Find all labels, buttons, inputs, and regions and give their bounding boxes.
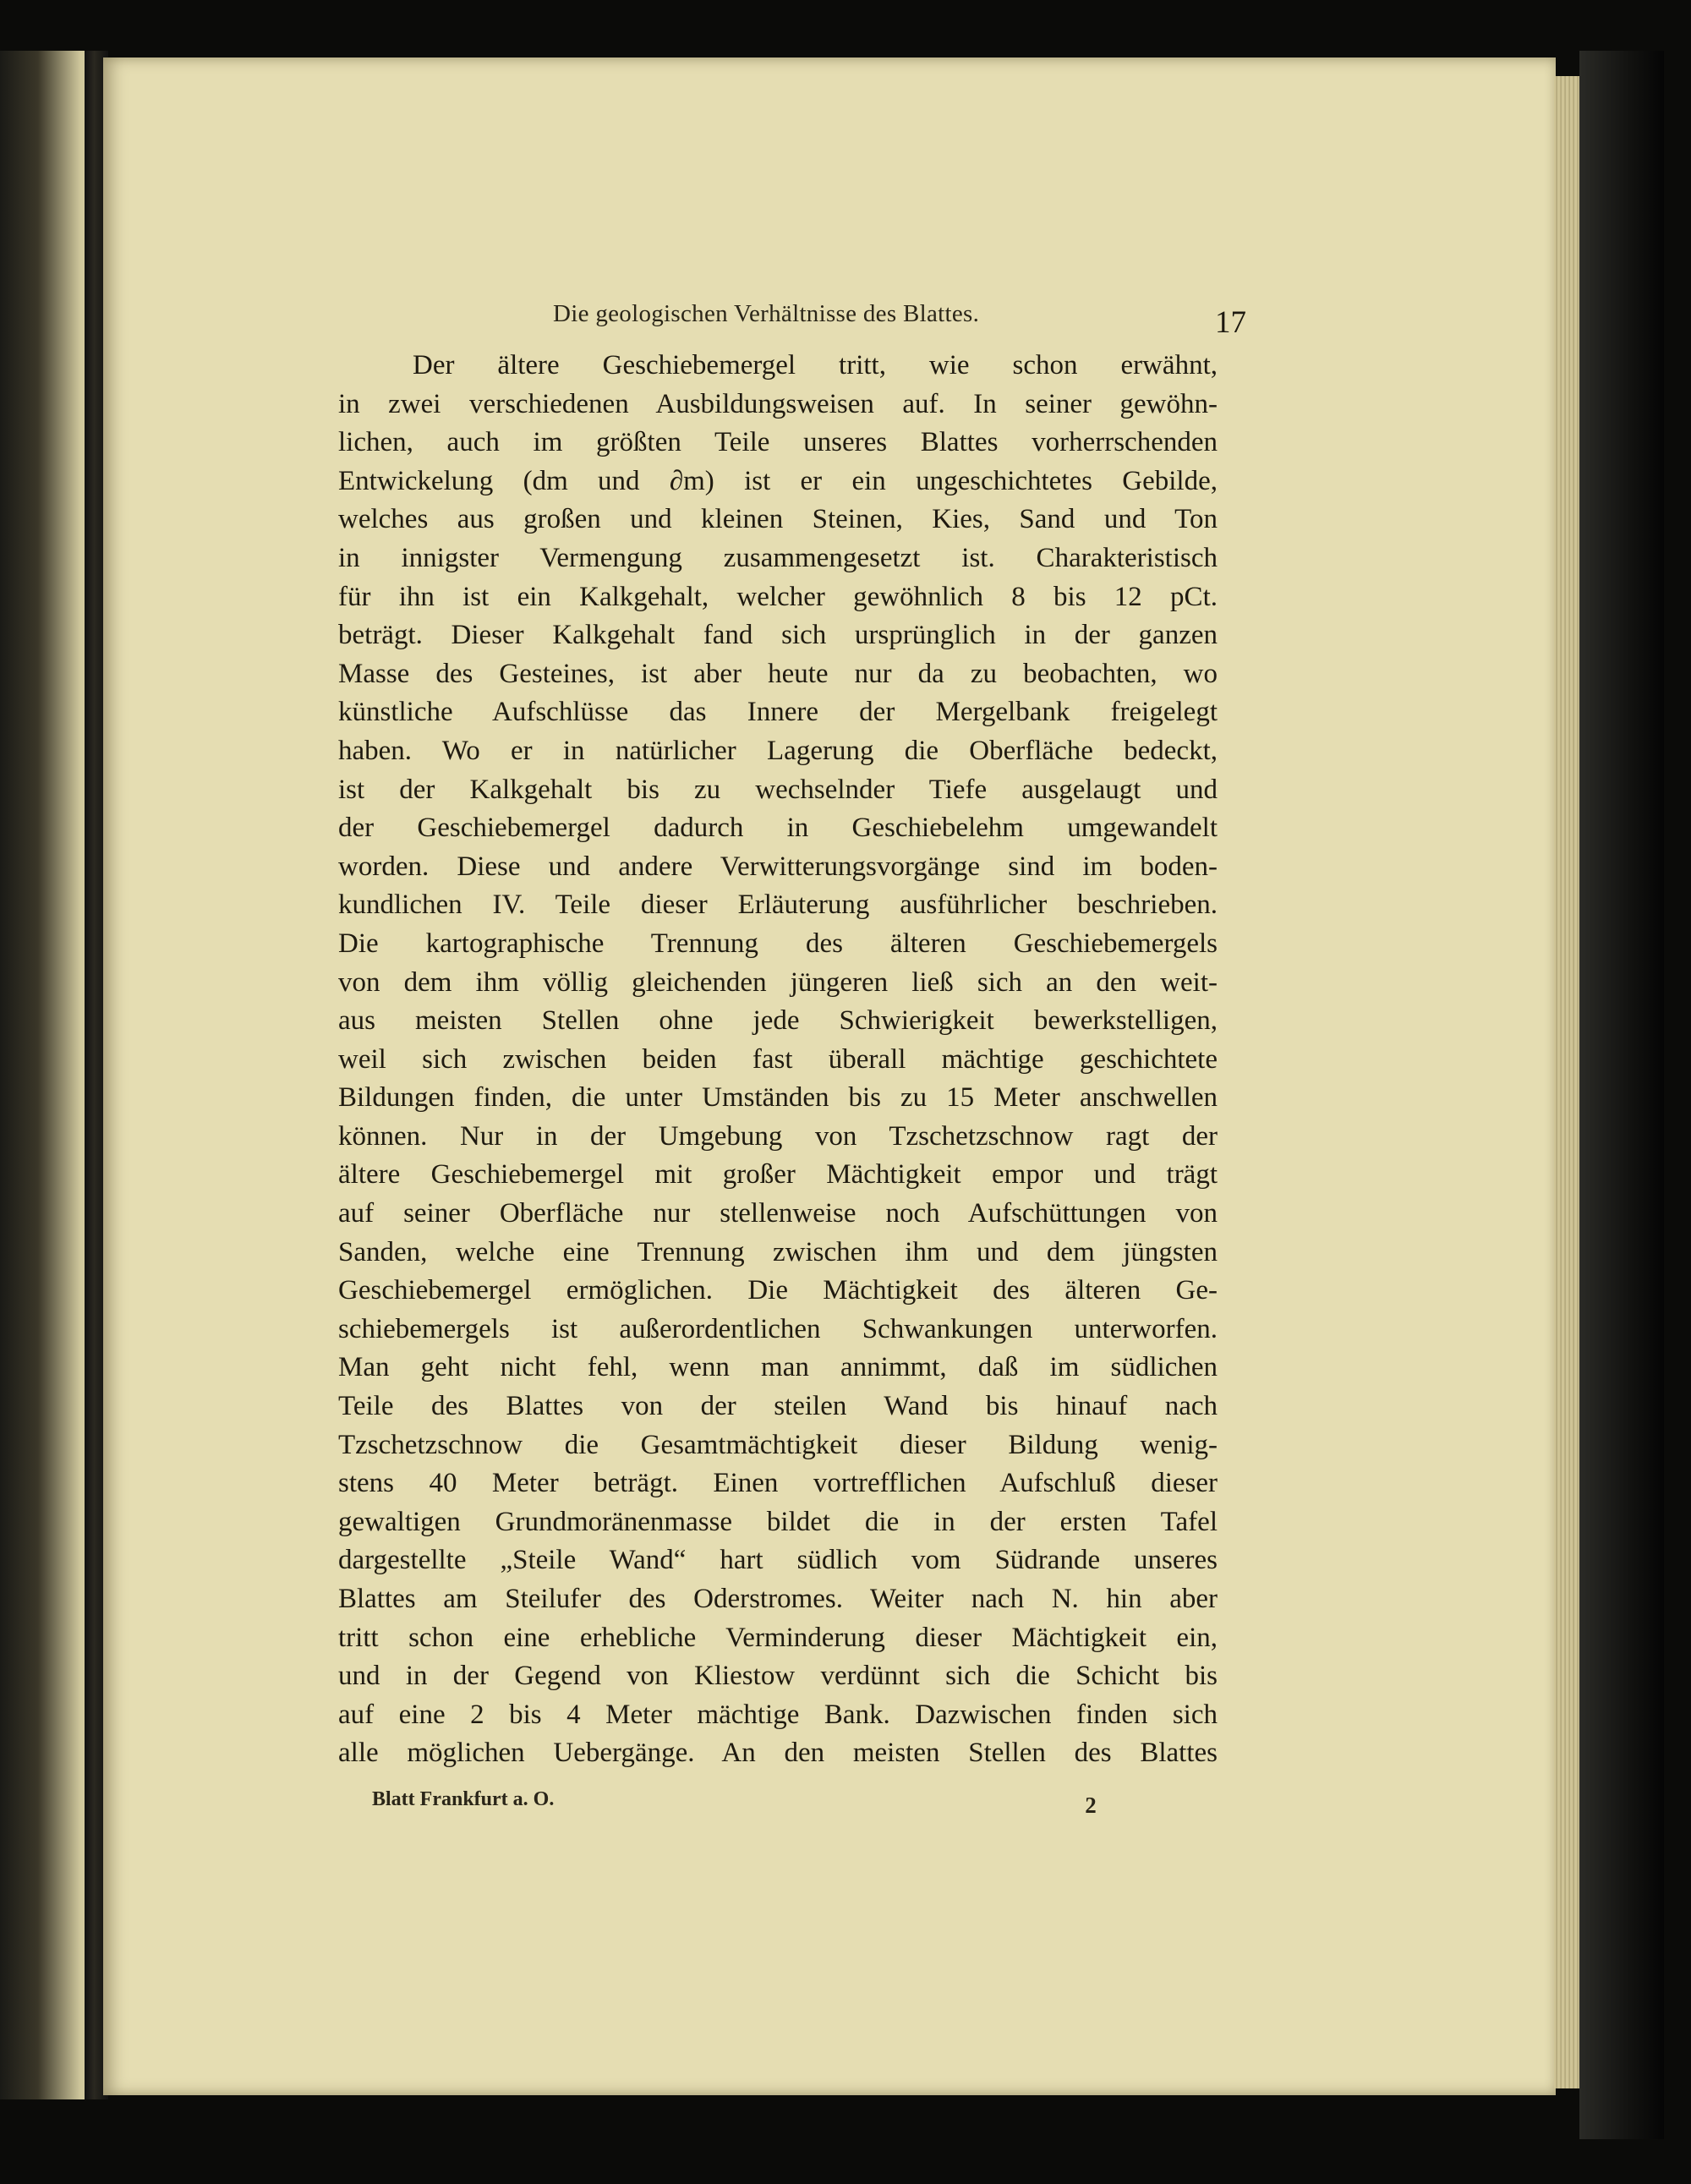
text-line: aus meisten Stellen ohne jede Schwierigkeit bewerkstelligen, <box>338 1005 1218 1037</box>
text-line: der Geschiebemergel dadurch in Geschiebelehm umgewandelt <box>338 813 1218 844</box>
text-line: in zwei verschiedenen Ausbildungsweisen auf. In seiner gewöhn- <box>338 388 1218 419</box>
left-page-edge <box>0 51 95 2099</box>
text-line: Bildungen finden, die unter Umständen bis zu 15 Meter anschwellen <box>338 1082 1218 1114</box>
text-line: beträgt. Dieser Kalkgehalt fand sich ursprünglich in der ganzen <box>338 620 1218 651</box>
text-line: Die kartographische Trennung des älteren Geschiebemergels <box>338 928 1218 959</box>
text-line: für ihn ist ein Kalkgehalt, welcher gewöhnlich 8 bis 12 pCt. <box>338 581 1218 612</box>
text-line: und in der Gegend von Kliestow verdünnt sich die Schicht bis <box>338 1661 1218 1692</box>
text-line: ältere Geschiebemergel mit großer Mächtigkeit empor und trägt <box>338 1159 1218 1191</box>
book-cover-edge <box>1579 51 1664 2139</box>
footer-sheet-number: 2 <box>1085 1793 1097 1818</box>
text-line: weil sich zwischen beiden fast überall mächtige geschichtete <box>338 1043 1218 1075</box>
text-line: künstliche Aufschlüsse das Innere der Mergelbank freigelegt <box>338 697 1218 728</box>
text-line: worden. Diese und andere Verwitterungsvorgänge sind im boden- <box>338 851 1218 882</box>
body-text <box>338 347 1218 1773</box>
page-stack-edge <box>1554 76 1579 2088</box>
text-line: können. Nur in der Umgebung von Tzschetzschnow ragt der <box>338 1120 1218 1152</box>
text-line: in innigster Vermengung zusammengesetzt ist. Charakteristisch <box>338 542 1218 573</box>
text-line: haben. Wo er in natürlicher Lagerung die Oberfläche bedeckt, <box>338 735 1218 766</box>
text-line: gewaltigen Grundmoränenmasse bildet die in der ersten Tafel <box>338 1506 1218 1537</box>
text-line: Masse des Gesteines, ist aber heute nur da zu beobachten, wo <box>338 658 1218 689</box>
text-line: stens 40 Meter beträgt. Einen vortrefflichen Aufschluß dieser <box>338 1468 1218 1499</box>
text-line: welches aus großen und kleinen Steinen, Kies, Sand und Ton <box>338 504 1218 535</box>
text-line: lichen, auch im größten Teile unseres Blattes vorherrschenden <box>338 427 1218 458</box>
text-line: schiebemergels ist außerordentlichen Schwankungen unterworfen. <box>338 1313 1218 1344</box>
running-head: Die geologischen Verhältnisse des Blattes. <box>553 300 980 327</box>
footer-signature: Blatt Frankfurt a. O. <box>372 1788 555 1810</box>
text-line: kundlichen IV. Teile dieser Erläuterung ausführlicher beschrieben. <box>338 889 1218 921</box>
text-line: Blattes am Steilufer des Oderstromes. Weiter nach N. hin aber <box>338 1584 1218 1614</box>
text-line: Der ältere Geschiebemergel tritt, wie schon erwähnt, <box>413 350 1218 380</box>
text-line: Teile des Blattes von der steilen Wand bis hinauf nach <box>338 1391 1218 1422</box>
text-line: Geschiebemergel ermöglichen. Die Mächtigkeit des älteren Ge- <box>338 1275 1218 1306</box>
page-number: 17 <box>1215 305 1246 340</box>
text-line: Entwickelung (dm und ∂m) ist er ein ungeschichtetes Gebilde, <box>338 465 1218 496</box>
text-line: alle möglichen Uebergänge. An den meisten Stellen des Blattes <box>338 1738 1218 1769</box>
text-line: dargestellte „Steile Wand“ hart südlich vom Südrande unseres <box>338 1545 1218 1576</box>
text-line: ist der Kalkgehalt bis zu wechselnder Tiefe ausgelaugt und <box>338 774 1218 805</box>
text-line: von dem ihm völlig gleichenden jüngeren ließ sich an den weit- <box>338 966 1218 998</box>
text-line: Sanden, welche eine Trennung zwischen ihm und dem jüngsten <box>338 1236 1218 1267</box>
text-line: Man geht nicht fehl, wenn man annimmt, daß im südlichen <box>338 1352 1218 1383</box>
text-line: auf seiner Oberfläche nur stellenweise noch Aufschüttungen von <box>338 1198 1218 1229</box>
text-line: tritt schon eine erhebliche Verminderung dieser Mächtigkeit ein, <box>338 1622 1218 1653</box>
text-line: Tzschetzschnow die Gesamtmächtigkeit dieser Bildung wenig- <box>338 1429 1218 1460</box>
text-line: auf eine 2 bis 4 Meter mächtige Bank. Dazwischen finden sich <box>338 1699 1218 1730</box>
